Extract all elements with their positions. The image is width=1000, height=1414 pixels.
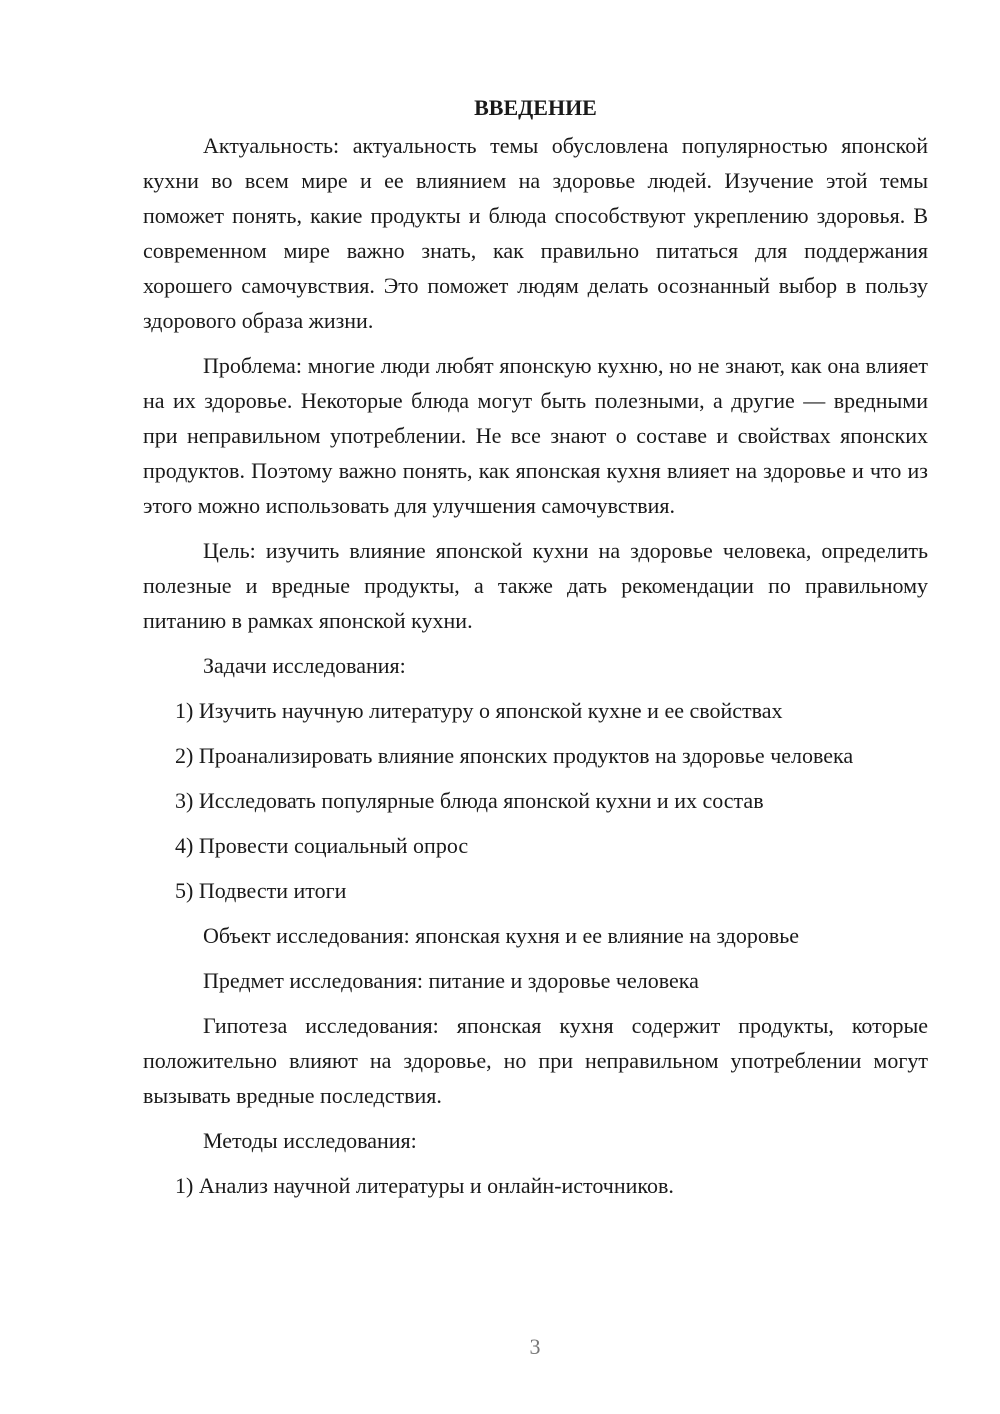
tasks-heading: Задачи исследования: (203, 653, 406, 678)
page-number: 3 (529, 1334, 541, 1359)
hypothesis-paragraph: Гипотеза исследования: японская кухня содержит продукты, которые положительно влияют на здоровье, но при неправильном употреблении могут вызывать вредные последствия. (143, 1013, 928, 1108)
goal-paragraph: Цель: изучить влияние японской кухни на здоровье человека, определить полезные и вредные продукты, а также дать рекомендации по правильному питанию в рамках японской кухни. (143, 538, 928, 633)
object-paragraph: Объект исследования: японская кухня и ее влияние на здоровье (203, 923, 800, 948)
method-item-1: 1) Анализ научной литературы и онлайн-источников. (175, 1173, 674, 1198)
task-item-2: 2) Проанализировать влияние японских продуктов на здоровье человека (175, 743, 854, 768)
methods-heading: Методы исследования: (203, 1128, 417, 1153)
relevance-paragraph: Актуальность: актуальность темы обусловлена популярностью японской кухни во всем мире и ее влиянием на здоровье людей. Изучение этой темы поможет понять, какие продукты и блюда способствуют укреплению здоровья. В современном мире важно знать, как правильно питаться для поддержания хорошего самочувствия. Это поможет людям делать осознанный выбор в пользу здорового образа жизни. (143, 133, 928, 333)
section-title: ВВЕДЕНИЕ (474, 95, 597, 120)
document-page (143, 92, 928, 1213)
task-item-4: 4) Провести социальный опрос (175, 833, 469, 858)
subject-paragraph: Предмет исследования: питание и здоровье человека (203, 968, 699, 993)
task-item-5: 5) Подвести итоги (175, 878, 347, 903)
problem-paragraph: Проблема: многие люди любят японскую кухню, но не знают, как она влияет на их здоровье. Некоторые блюда могут быть полезными, а другие — вредными при неправильном употреблении. Не все знают о составе и свойствах японских продуктов. Поэтому важно понять, как японская кухня влияет на здоровье и что из этого можно использовать для улучшения самочувствия. (143, 353, 928, 518)
task-item-1: 1) Изучить научную литературу о японской кухне и ее свойствах (175, 698, 783, 723)
task-item-3: 3) Исследовать популярные блюда японской кухни и их состав (175, 788, 764, 813)
